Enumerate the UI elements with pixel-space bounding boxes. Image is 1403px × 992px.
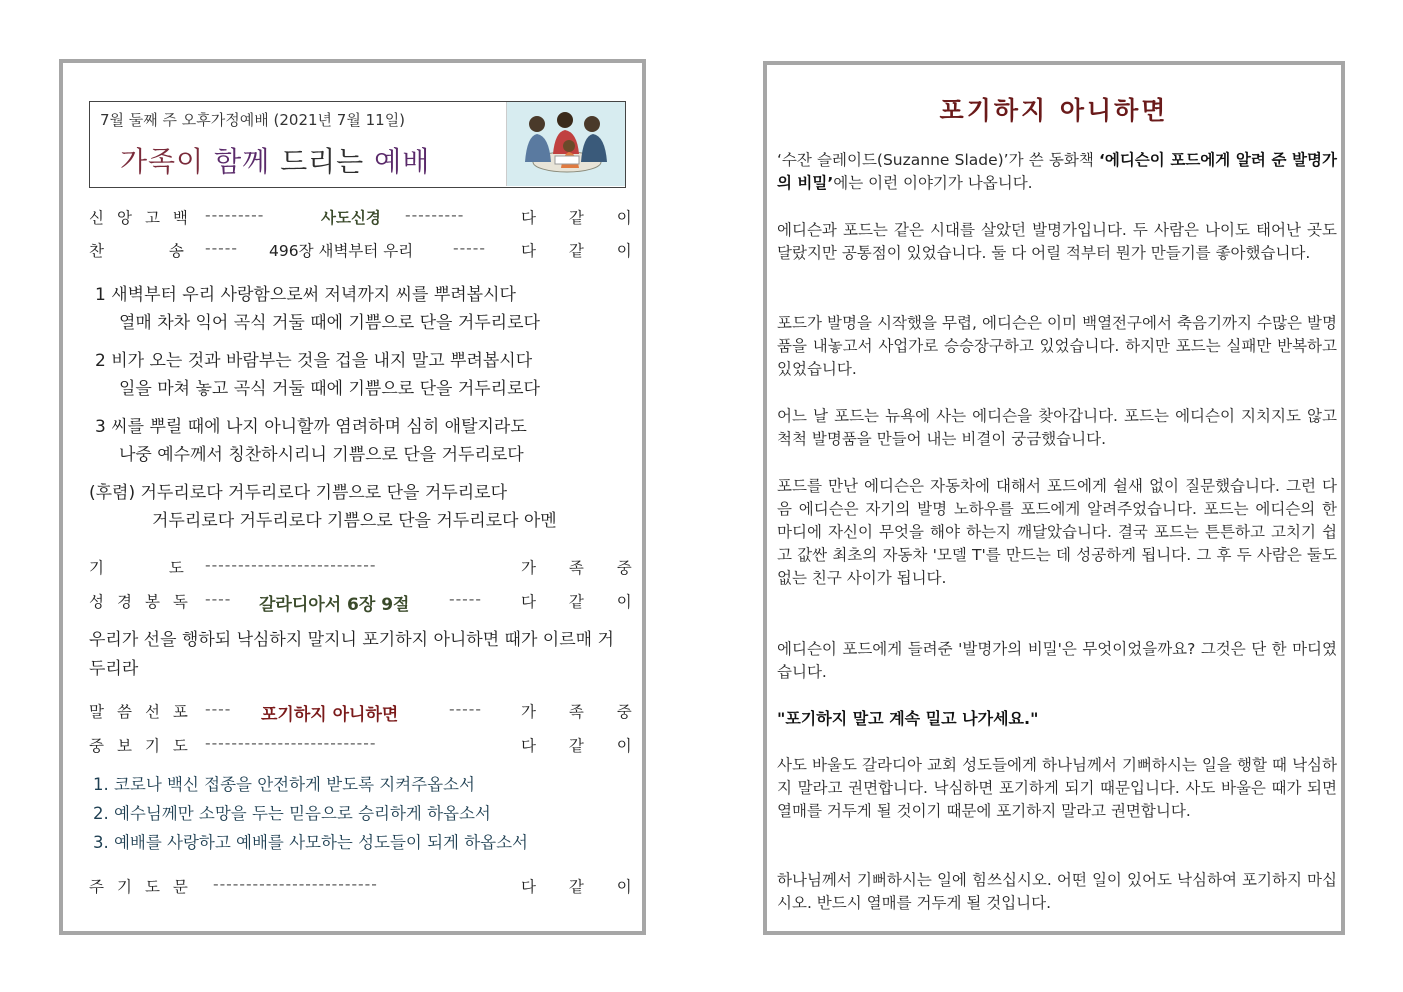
order-label: 중보기도	[89, 737, 201, 755]
bulletin-page-right	[763, 61, 1345, 935]
order-row-sermon: 말씀선포 ---- 포기하지 아니하면 ----- 가 족 중	[89, 700, 646, 725]
title-word-3: 드리는	[280, 145, 365, 178]
paragraph-1: ‘수잔 슬레이드(Suzanne Slade)’가 쓴 동화책 ‘에디슨이 포드에게 알려 준 발명가의 비밀’에는 이런 이야기가 나옵니다.	[777, 151, 1337, 192]
order-item: 496장 새벽부터 우리	[269, 242, 414, 260]
order-row-prayer: 기 도 -------------------------- 가 족 중	[89, 556, 646, 577]
hymn-line: 일을 마쳐 놓고 곡식 거둘 때에 기쁨으로 단을 거두리로다	[119, 379, 540, 399]
hymn-chorus: (후렴) 거두리로다 거두리로다 기쁨으로 단을 거두리로다	[89, 483, 507, 503]
header-box	[89, 101, 626, 188]
order-row-intercession: 중보기도 -------------------------- 다 같 이	[89, 734, 646, 755]
service-title	[120, 140, 430, 180]
title-word-2: 함께	[214, 145, 271, 178]
hymn-chorus: 거두리로다 거두리로다 기쁨으로 단을 거두리로다 아멘	[152, 511, 557, 531]
service-date: 7월 둘째 주 오후가정예배 (2021년 7월 11일)	[100, 111, 406, 129]
hymn-line: 3 씨를 뿌릴 때에 나지 아니할까 염려하며 심히 애탈지라도	[95, 417, 527, 437]
order-row-lords-prayer: 주기도문 ------------------------- 다 같 이	[89, 875, 646, 896]
order-label: 성경봉독	[89, 593, 201, 611]
scripture-verse: 우리가 선을 행하되 낙심하지 말지니 포기하지 아니하면 때가 이르매 거두리라	[89, 630, 614, 679]
order-label: 기 도	[89, 559, 184, 577]
paragraph-9: 하나님께서 기뻐하시는 일에 힘쓰십시오. 어떤 일이 있어도 낙심하여 포기하지 마십시오. 반드시 열매를 거두게 될 것입니다.	[777, 871, 1337, 912]
order-who: 가 족 중	[521, 703, 646, 721]
hymn-lyrics	[89, 281, 557, 535]
paragraph-4: 어느 날 포드는 뉴욕에 사는 에디슨을 찾아갑니다. 포드는 에디슨이 지치지도 않고 척척 발명품을 만들어 내는 비결이 궁금했습니다.	[777, 407, 1337, 448]
order-row-creed: 신앙고백 --------- 사도신경 --------- 다 같 이	[89, 206, 646, 227]
prayer-item: 3. 예배를 사랑하고 예배를 사모하는 성도들이 되게 하옵소서	[93, 833, 528, 852]
title-word-4: 예배	[374, 145, 431, 178]
family-illustration	[506, 102, 625, 186]
hymn-line: 열매 차차 익어 곡식 거둘 때에 기쁨으로 단을 거두리로다	[119, 313, 540, 333]
paragraph-3: 포드가 발명을 시작했을 무렵, 에디슨은 이미 백열전구에서 축음기까지 수많은 발명품을 내놓고서 사업가로 승승장구하고 있었습니다. 하지만 포드는 실패만 반복하고 있었습니다.	[777, 314, 1337, 378]
order-who: 다 같 이	[521, 242, 646, 260]
order-label: 말씀선포	[89, 703, 201, 721]
paragraph-2: 에디슨과 포드는 같은 시대를 살았던 발명가입니다. 두 사람은 나이도 태어난 곳도 달랐지만 공통점이 있었습니다. 둘 다 어릴 적부터 뭔가 만들기를 좋아했습니다.	[777, 221, 1337, 262]
sermon-title: 포기하지 아니하면	[261, 705, 399, 725]
paragraph-6: 에디슨이 포드에게 들려준 '발명가의 비밀'은 무엇이었을까요? 그것은 단 한 마디였습니다.	[777, 640, 1337, 681]
prayer-item: 1. 코로나 백신 접종을 안전하게 받도록 지켜주옵소서	[93, 775, 475, 794]
order-label: 찬 송	[89, 242, 184, 260]
prayer-item: 2. 예수님께만 소망을 두는 믿음으로 승리하게 하옵소서	[93, 804, 491, 823]
hymn-line: 나중 예수께서 칭찬하시리니 기쁨으로 단을 거두리로다	[119, 445, 524, 465]
order-item: 갈라디아서 6장 9절	[259, 595, 410, 615]
order-who: 다 같 이	[521, 878, 646, 896]
bulletin-page-left	[59, 59, 646, 935]
paragraph-8: 사도 바울도 갈라디아 교회 성도들에게 하나님께서 기뻐하시는 일을 행할 때 낙심하지 말라고 권면합니다. 낙심하면 포기하게 되기 때문입니다. 사도 바울은 때가 되면 열매를 거두게 될 것이기 때문에 포기하지 말라고 권면합니다.	[777, 756, 1337, 820]
key-quote: "포기하지 말고 계속 밀고 나가세요."	[777, 709, 1039, 728]
order-who: 다 같 이	[521, 209, 646, 227]
order-who: 다 같 이	[521, 593, 646, 611]
order-who: 가 족 중	[521, 559, 646, 577]
order-who: 다 같 이	[521, 737, 646, 755]
sermon-heading: 포기하지 아니하면	[939, 96, 1169, 125]
order-row-reading: 성경봉독 ---- 갈라디아서 6장 9절 ----- 다 같 이	[89, 590, 646, 615]
order-item: 사도신경	[321, 209, 381, 227]
title-word-1: 가족이	[120, 145, 205, 178]
prayer-requests	[93, 770, 528, 857]
order-row-hymn: 찬 송 ----- 496장 새벽부터 우리 ----- 다 같 이	[89, 239, 646, 260]
hymn-line: 1 새벽부터 우리 사랑함으로써 저녁까지 씨를 뿌려봅시다	[95, 285, 516, 305]
book-title: ‘에디슨이 포드에게 알려 준 발명가의 비밀’	[777, 151, 1337, 192]
order-label: 신앙고백	[89, 209, 201, 227]
order-label: 주기도문	[89, 878, 201, 896]
paragraph-5: 포드를 만난 에디슨은 자동차에 대해서 포드에게 쉴새 없이 질문했습니다. 그런 다음 에디슨은 자기의 발명 노하우를 포드에게 알려주었습니다. 포드는 에디슨의 한 마디에 자신이 무엇을 해야 하는지 깨달았습니다. 결국 포드는 튼튼하고 고치기 쉽고 값싼 최초의 자동차 '모델 T'를 만드는 데 성공하게 됩니다. 그 후 두 사람은 둘도 없는 친구 사이가 됩니다.	[777, 477, 1337, 587]
hymn-line: 2 비가 오는 것과 바람부는 것을 겁을 내지 말고 뿌려봅시다	[95, 351, 533, 371]
